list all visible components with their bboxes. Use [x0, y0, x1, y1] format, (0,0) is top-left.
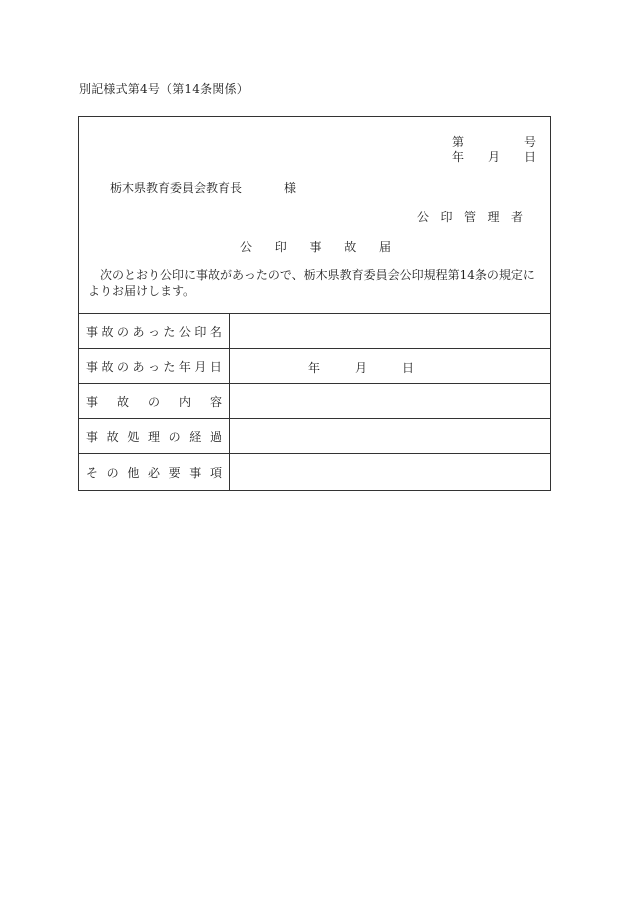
- handling-progress-label: [86, 428, 222, 445]
- label-char: 必: [147, 465, 160, 480]
- seal-name-field[interactable]: [230, 314, 550, 348]
- label-char: 経: [189, 429, 202, 444]
- date-day: 日: [523, 150, 536, 164]
- label-char: 内: [178, 394, 191, 409]
- label-char: 印: [194, 324, 207, 339]
- table-row: [79, 419, 550, 454]
- body-text: 次のとおり公印に事故があったので、栃木県教育委員会公印規程第14条の規定によりお届けします。: [88, 268, 535, 298]
- sender-char: 管: [463, 210, 476, 224]
- number-go: 号: [523, 135, 536, 149]
- handling-progress-field[interactable]: [230, 419, 550, 453]
- table-row: [79, 454, 550, 490]
- label-char: 他: [127, 465, 140, 480]
- label-char: た: [163, 324, 176, 339]
- label-char: あ: [132, 359, 145, 374]
- sender-char: 理: [487, 210, 500, 224]
- label-char: 名: [209, 324, 222, 339]
- label-char: の: [116, 359, 129, 374]
- row-label-cell: [79, 419, 230, 453]
- incident-content-label: [86, 393, 222, 410]
- title-char: 届: [378, 240, 391, 254]
- label-char: 日: [209, 359, 222, 374]
- table-row: [79, 314, 550, 349]
- row-label-cell: [79, 349, 230, 383]
- row-label-cell: [79, 384, 230, 418]
- label-char: 事: [86, 324, 99, 339]
- incident-content-field[interactable]: [230, 384, 550, 418]
- label-char: 事: [86, 359, 99, 374]
- title-char: 事: [309, 240, 322, 254]
- label-char: 処: [127, 429, 140, 444]
- other-matters-label: [86, 464, 222, 481]
- sender-char: 公: [417, 210, 430, 224]
- incident-date-day: 日: [402, 361, 415, 375]
- honorific: 様: [284, 181, 297, 195]
- date-year: 年: [452, 150, 465, 164]
- title-char: 公: [240, 240, 253, 254]
- date-month: 月: [487, 150, 500, 164]
- label-char: の: [168, 429, 181, 444]
- label-char: 故: [116, 394, 129, 409]
- details-table: [79, 313, 550, 490]
- label-char: 故: [101, 324, 114, 339]
- label-char: の: [116, 324, 129, 339]
- label-char: た: [163, 359, 176, 374]
- number-dai: 第: [452, 135, 465, 149]
- seal-name-label: [86, 323, 222, 340]
- row-label-cell: [79, 454, 230, 490]
- label-char: 過: [209, 429, 222, 444]
- document-title: [240, 238, 391, 255]
- incident-date-year: 年: [308, 361, 321, 375]
- label-char: 理: [147, 429, 160, 444]
- label-char: 故: [101, 359, 114, 374]
- label-char: 事: [86, 429, 99, 444]
- label-char: そ: [86, 465, 99, 480]
- incident-date-month: 月: [355, 361, 368, 375]
- table-row: [79, 384, 550, 419]
- label-char: 要: [168, 465, 181, 480]
- label-char: 事: [189, 465, 202, 480]
- form-frame: [78, 116, 551, 491]
- label-char: 月: [194, 359, 207, 374]
- title-char: 印: [274, 240, 287, 254]
- label-char: の: [106, 465, 119, 480]
- label-char: 年: [178, 359, 191, 374]
- sender-char: 者: [510, 210, 523, 224]
- row-label-cell: [79, 314, 230, 348]
- label-char: っ: [147, 324, 160, 339]
- label-char: 容: [209, 394, 222, 409]
- label-char: あ: [132, 324, 145, 339]
- label-char: 故: [106, 429, 119, 444]
- incident-date-label: [86, 358, 222, 375]
- label-char: の: [147, 394, 160, 409]
- label-char: っ: [147, 359, 160, 374]
- sender-title: [417, 208, 523, 225]
- title-char: 故: [344, 240, 357, 254]
- document-date-line: [452, 148, 536, 165]
- addressee: 栃木県教育委員会教育長: [110, 181, 243, 195]
- form-title: 別記様式第4号（第14条関係）: [79, 82, 249, 96]
- other-matters-field[interactable]: [230, 454, 550, 490]
- label-char: 項: [209, 465, 222, 480]
- incident-date-field[interactable]: [230, 349, 550, 383]
- label-char: 公: [178, 324, 191, 339]
- sender-char: 印: [440, 210, 453, 224]
- label-char: 事: [86, 394, 99, 409]
- table-row: [79, 349, 550, 384]
